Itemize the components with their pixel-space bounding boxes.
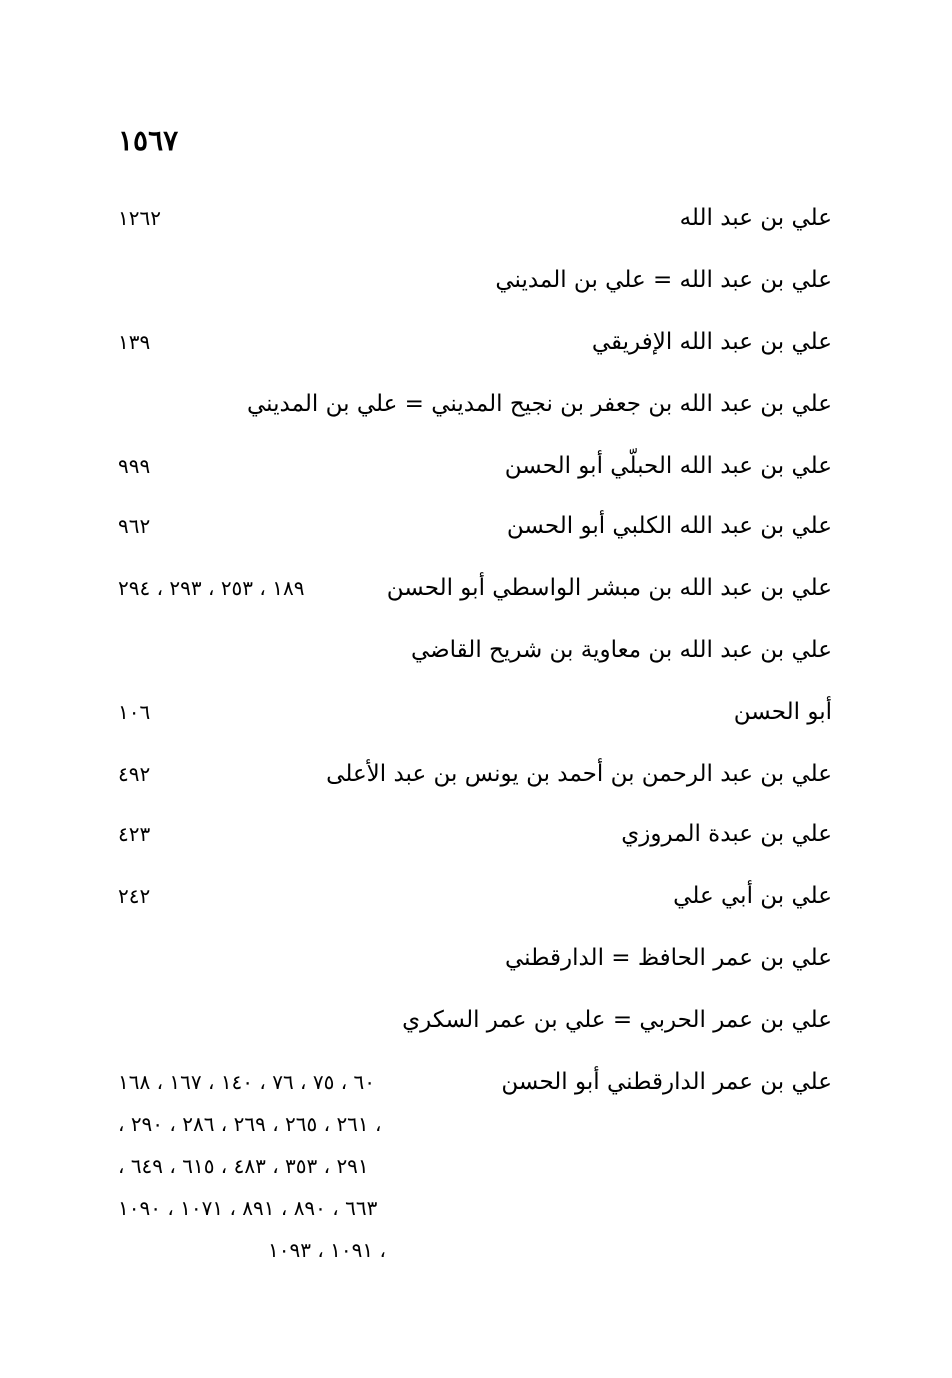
entry-refs: ١٢٦٢ xyxy=(118,206,161,230)
entry-refs: ٩٩٩ xyxy=(118,454,151,478)
index-entry xyxy=(110,816,832,856)
entry-name: علي بن أبي علي xyxy=(673,883,832,909)
entry-refs: ٩٦٢ xyxy=(118,514,151,538)
index-entry xyxy=(110,694,832,734)
entry-name: علي بن عبد الرحمن بن أحمد بن يونس بن عبد الأعلى xyxy=(326,761,832,787)
index-entry xyxy=(110,386,832,426)
index-entry xyxy=(110,940,832,980)
entry-refs: ١٣٩ xyxy=(118,330,151,354)
index-entry xyxy=(110,878,832,918)
entry-name: علي بن عبد الله بن مبشر الواسطي أبو الحسن xyxy=(386,575,832,601)
refs-line: ، ١٠٩١ ، ١٠٩٣ xyxy=(268,1238,386,1262)
index-entry xyxy=(110,324,832,364)
entry-name: علي بن عبد الله xyxy=(679,205,832,231)
entry-name: علي بن عبد الله الحبلّي أبو الحسن xyxy=(504,453,832,479)
entry-name: علي بن عبد الله بن معاوية بن شريح القاضي xyxy=(410,637,832,663)
entry-refs: ٤٩٢ xyxy=(118,762,151,786)
entry-name: علي بن عبد الله بن جعفر بن نجيح المديني = علي بن المديني xyxy=(247,391,832,417)
entry-name: علي بن عمر الحافظ = الدارقطني xyxy=(505,945,832,971)
entry-refs: ١٨٩ ، ٢٥٣ ، ٢٩٣ ، ٢٩٤ xyxy=(118,576,305,600)
page-number: ١٥٦٧ xyxy=(118,124,179,157)
index-entry xyxy=(110,508,832,548)
entry-name: علي بن عبد الله = علي بن المديني xyxy=(495,267,832,293)
entry-name: علي بن عمر الحربي = علي بن عمر السكري xyxy=(402,1007,832,1033)
index-entry xyxy=(110,756,832,796)
entry-refs: ٤٢٣ xyxy=(118,822,151,846)
entry-name: علي بن عمر الدارقطني أبو الحسن xyxy=(501,1069,832,1095)
refs-line: ٢٩١ ، ٣٥٣ ، ٤٨٣ ، ٦١٥ ، ٦٤٩ ، xyxy=(118,1154,369,1178)
entry-name: علي بن عبد الله الإفريقي xyxy=(591,329,832,355)
refs-block xyxy=(118,1064,458,1274)
entry-name: علي بن عبد الله الكلبي أبو الحسن xyxy=(506,513,832,539)
index-entry xyxy=(110,262,832,302)
entry-refs: ١٠٦ xyxy=(118,700,151,724)
entry-name: علي بن عبدة المروزي xyxy=(621,821,832,847)
index-entry xyxy=(110,1002,832,1042)
index-entry xyxy=(110,200,832,240)
index-entry xyxy=(110,448,832,488)
refs-line: ٦٦٣ ، ٨٩٠ ، ٨٩١ ، ١٠٧١ ، ١٠٩٠ xyxy=(118,1196,378,1220)
entry-name: أبو الحسن xyxy=(733,699,832,725)
entry-refs: ٢٤٢ xyxy=(118,884,151,908)
index-entry xyxy=(110,570,832,610)
refs-line: ٦٠ ، ٧٥ ، ٧٦ ، ١٤٠ ، ١٦٧ ، ١٦٨ xyxy=(118,1070,376,1094)
index-entry xyxy=(110,632,832,672)
refs-line: ، ٢٦١ ، ٢٦٥ ، ٢٦٩ ، ٢٨٦ ، ٢٩٠ ، xyxy=(118,1112,382,1136)
